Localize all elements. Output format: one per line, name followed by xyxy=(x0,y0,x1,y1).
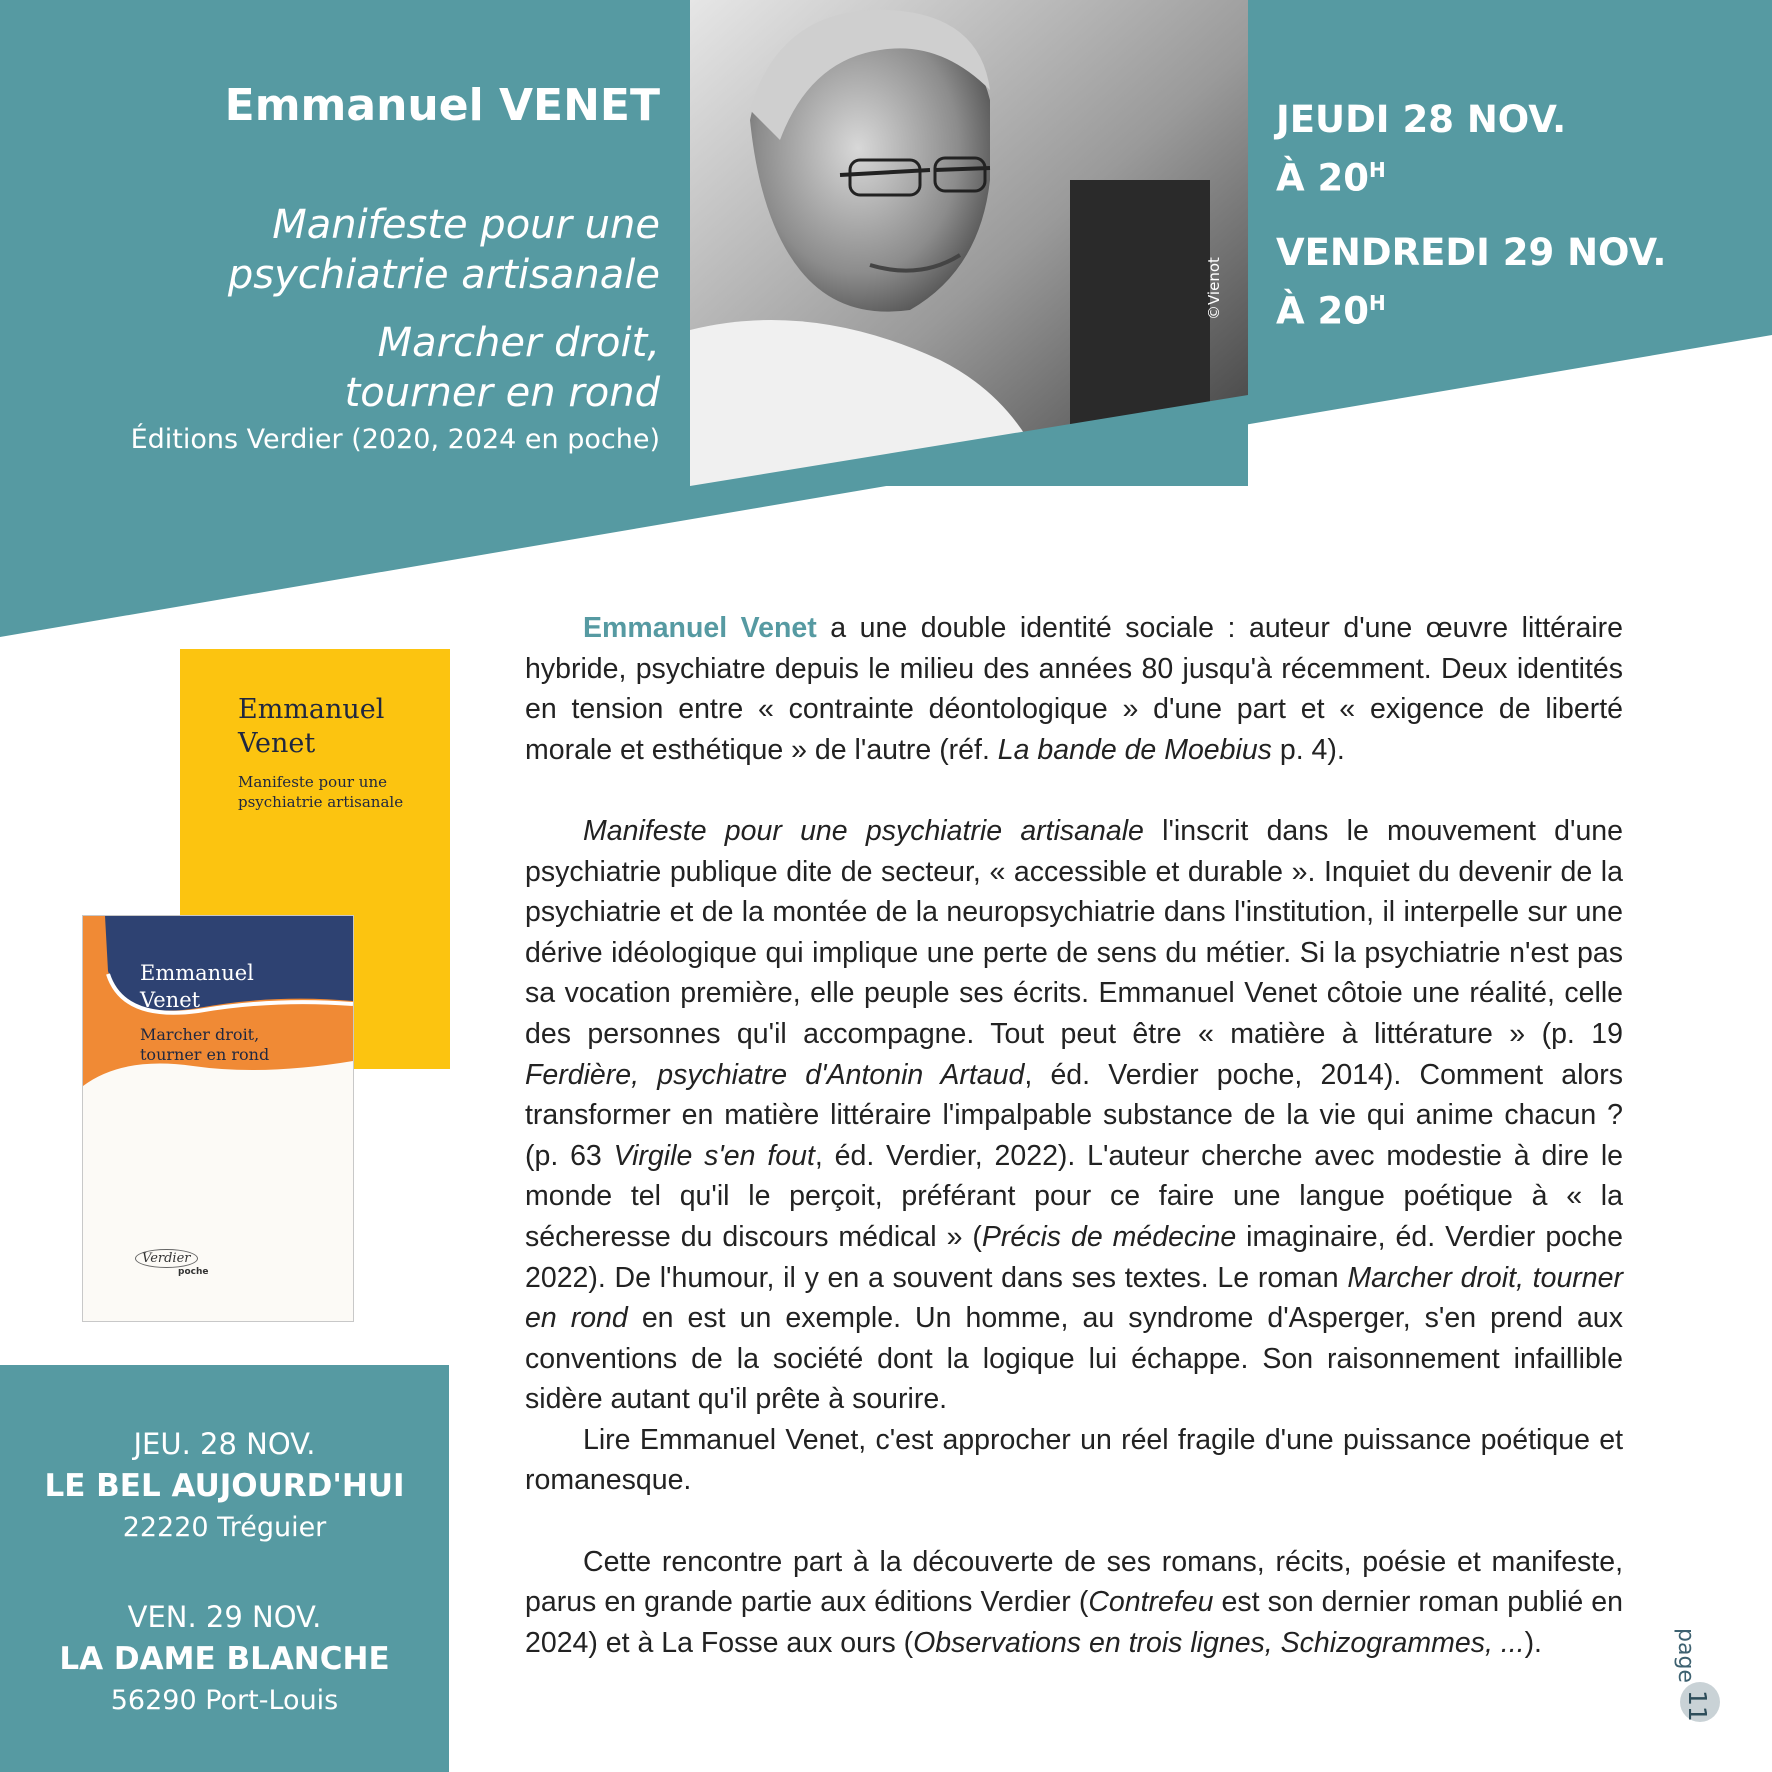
venue-city: 22220 Tréguier xyxy=(122,1512,327,1543)
venue-2 xyxy=(0,1596,449,1722)
collection-label: poche xyxy=(178,1267,209,1277)
venue-date: JEU. 28 NOV. xyxy=(133,1427,316,1461)
venue-name: LA DAME BLANCHE xyxy=(59,1641,390,1677)
author-highlight: Emmanuel Venet xyxy=(583,612,817,644)
venue-1 xyxy=(0,1423,449,1549)
book2-title: Marcher droit, tourner en rond xyxy=(344,320,660,416)
venue-city: 56290 Port-Louis xyxy=(110,1685,339,1716)
date1-day: JEUDI 28 NOV. xyxy=(1276,98,1567,141)
article-body xyxy=(525,608,1623,1663)
cover2-title: Marcher droit, tourner en rond xyxy=(140,1025,270,1064)
cover1-author: Emmanuel Venet xyxy=(238,694,385,759)
event-dates xyxy=(1276,95,1756,337)
cover1-title: Manifeste pour une psychiatrie artisanale xyxy=(238,773,404,811)
publisher-logo: Verdier xyxy=(135,1249,198,1268)
author-name: Emmanuel VENET xyxy=(224,80,660,131)
venue-date: VEN. 29 NOV. xyxy=(127,1600,322,1634)
paragraph-2: Manifeste pour une psychiatrie artisanale l'inscrit dans le mouvement d'une psychiatrie publique dite de secteur, « accessible et durable ». Inquiet du devenir de la psychiatrie et de la montée de la neuropsychiatrie dans l'institution, il interpelle sur une dérive idéologique qui implique une perte de sens du métier. Si la psychiatrie n'est pas sa vocation première, elle peuple ses écrits. Emmanuel Venet côtoie une réalité, celle des personnes qu'il accompagne. Tout peut être « matière à littérature » (p. 19 Ferdière, psychiatre d'Antonin Artaud, éd. Verdier poche, 2014). Comment alors transformer en matière littéraire l'impalpable substance de la vie qui anime chacun ? (p. 63 Virgile s'en fout, éd. Verdier, 2022). L'auteur cherche avec modestie à dire le monde tel qu'il le perçoit, préférant pour ce faire une langue poétique à « la sécheresse du discours médical » (Précis de médecine imaginaire, éd. Verdier poche 2022). De l'humour, il y en a souvent dans ses textes. Le roman Marcher droit, tourner en rond en est un exemple. Un homme, au syndrome d'Asperger, s'en prend aux conventions de la société dont la logique lui échappe. Son raisonnement infaillible sidère autant qu'il prête à sourire. xyxy=(525,814,1624,1416)
page-number: 11 xyxy=(1683,1690,1712,1722)
page-label: page xyxy=(1673,1628,1698,1683)
photo-credit: ©Vienot xyxy=(1205,257,1223,320)
publisher-editions: Éditions Verdier (2020, 2024 en poche) xyxy=(130,424,660,455)
cover2-author: Emmanuel Venet xyxy=(140,961,254,1012)
date2-day: VENDREDI 29 NOV. xyxy=(1276,231,1667,275)
book1-title: Manifeste pour une psychiatrie artisanale xyxy=(227,202,660,298)
date1-time: À $20^H$ xyxy=(1276,156,1386,200)
date2-time: À $20^H$ xyxy=(1276,289,1386,333)
venue-name: LE BEL AUJOURD'HUI xyxy=(44,1468,405,1504)
paragraph-3: Lire Emmanuel Venet, c'est approcher un réel fragile d'une puissance poétique et romanesque. xyxy=(525,1423,1623,1497)
paragraph-1: Emmanuel Venet a une double identité sociale : auteur d'une œuvre littéraire hybride, psychiatre depuis le milieu des années 80 jusqu'à récemment. Deux identités en tension entre « contrainte déontologique » d'une part et « exigence de liberté morale et esthétique » de l'autre (réf. La bande de Moebius p. 4). xyxy=(525,612,1623,766)
paragraph-4: Cette rencontre part à la découverte de ses romans, récits, poésie et manifeste, parus en grande partie aux éditions Verdier (Contrefeu est son dernier roman publié en 2024) et à La Fosse aux ours (Observations en trois lignes, Schizogrammes, ...). xyxy=(525,1545,1623,1659)
author-photo xyxy=(690,0,1248,486)
